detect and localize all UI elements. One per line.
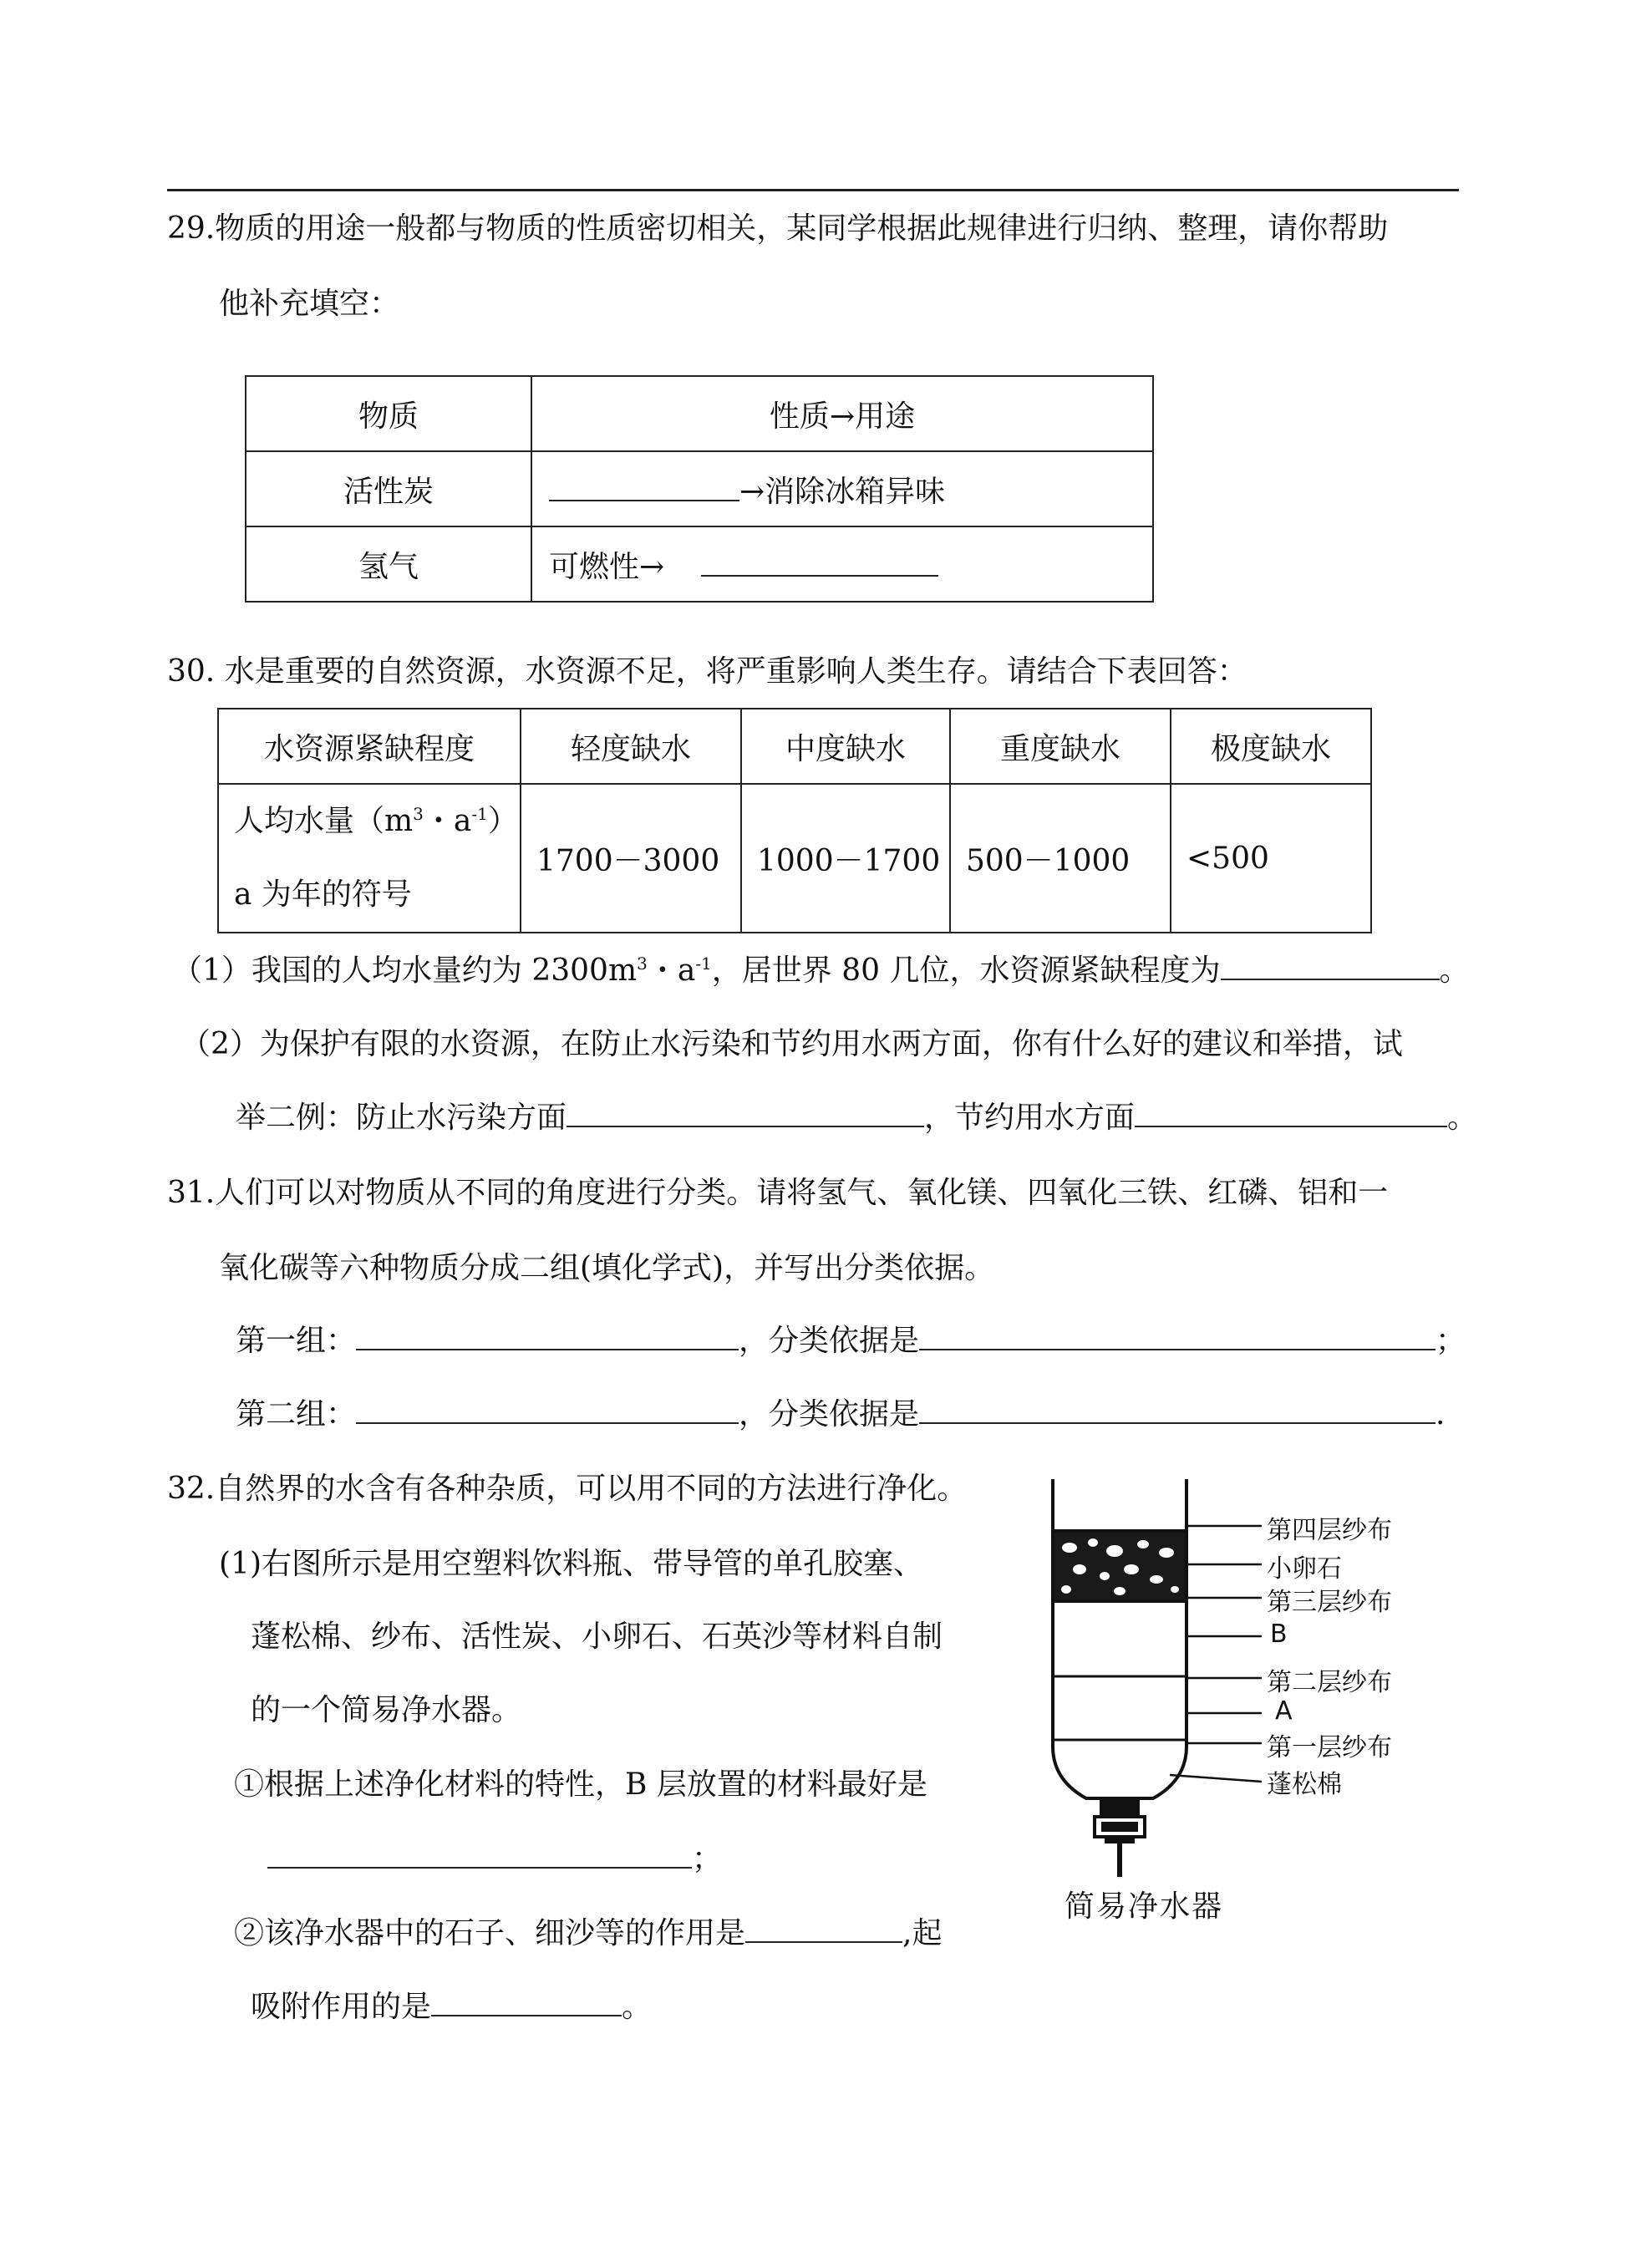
q31-stem-line2: 氧化碳等六种物质分成二组(填化学式)，并写出分类依据。: [219, 1251, 995, 1285]
q29-table: [245, 375, 1154, 603]
q30-row-label-close: ）: [487, 804, 518, 838]
q32-q2-blank-adsorb[interactable]: [431, 1990, 622, 2016]
q32-q2-line2-text: 吸附作用的是: [251, 1990, 432, 2024]
stopper-base: [1105, 1837, 1135, 1843]
q30-value-extreme: <500: [1171, 784, 1371, 933]
q30-header-light: 轻度缺水: [521, 709, 741, 784]
top-rule: [167, 189, 1459, 191]
q30-sub1-text-a: （1）我国的人均水量约为 2300m: [172, 953, 638, 988]
q32-q2: [234, 1915, 942, 1952]
q31-group2-end: .: [1435, 1397, 1446, 1431]
fig-label-layer3-gauze: 第三层纱布: [1267, 1588, 1392, 1617]
q31-group1-basis-label: ，分类依据是: [739, 1324, 920, 1358]
q32-q1-end: ；: [692, 1842, 723, 1876]
q31-stem-line1: 31.人们可以对物质从不同的角度进行分类。请将氢气、氧化镁、四氧化三铁、红磷、铝和一: [167, 1176, 1389, 1210]
q30-sub1-text-b: ・a: [647, 953, 696, 988]
q30-row-label-sup1: 3: [413, 804, 424, 824]
fig-caption: 简易净水器: [1065, 1889, 1224, 1924]
q29-row2-answer-cell: [531, 526, 1153, 602]
q30-header-level: 水资源紧缺程度: [218, 709, 521, 784]
fig-label-cotton: 蓬松棉: [1267, 1770, 1342, 1799]
q30-sub2-blank-pollution[interactable]: [567, 1101, 924, 1127]
q32-q1-answer: [267, 1841, 722, 1878]
q29-row1-blank[interactable]: [549, 475, 739, 501]
q29-row2-blank[interactable]: [701, 550, 938, 577]
q30-row-label-note: a 为年的符号: [234, 877, 412, 912]
q30-row-label-sup2: -1: [471, 804, 488, 824]
q30-sub1-sup2: -1: [695, 953, 712, 974]
q32-q2-line2-end: 。: [622, 1990, 653, 2024]
q32-q1-blank[interactable]: [267, 1842, 692, 1869]
q29-header-substance: 物质: [246, 376, 531, 451]
q30-header-moderate: 中度缺水: [741, 709, 950, 784]
q30-header-extreme: 极度缺水: [1171, 709, 1371, 784]
q30-header-severe: 重度缺水: [950, 709, 1171, 784]
q30-sub1-end: 。: [1439, 953, 1470, 988]
fig-label-layer4-gauze: 第四层纱布: [1267, 1516, 1392, 1545]
q32-stem: 32.自然界的水含有各种杂质，可以用不同的方法进行净化。: [167, 1472, 968, 1506]
q32-q2-text-a: ②该净水器中的石子、细沙等的作用是: [234, 1916, 746, 1950]
bottle-left-wall: [1053, 1479, 1120, 1798]
q31-group1-basis-blank[interactable]: [919, 1324, 1435, 1350]
q30-sub2-end: 。: [1447, 1101, 1478, 1135]
stopper-top: [1100, 1798, 1140, 1817]
q31-group2-basis-blank[interactable]: [919, 1397, 1435, 1424]
water-purifier-diagram: [1028, 1471, 1462, 1939]
q32-q2-line2: [251, 1989, 652, 2026]
q29-stem-line1: 29.物质的用途一般都与物质的性质密切相关，某同学根据此规律进行归纳、整理，请你帮助: [167, 211, 1389, 246]
q30-row-label: [218, 784, 521, 933]
q30-sub2-line1: （2）为保护有限的水资源，在防止水污染和节约用水两方面，你有什么好的建议和举措，试: [180, 1027, 1403, 1061]
q30-value-moderate: 1000－1700: [741, 784, 950, 933]
water-purifier-figure: [1028, 1471, 1462, 1939]
q32-p1-line2: 蓬松棉、纱布、活性炭、小卵石、石英沙等材料自制: [251, 1620, 943, 1654]
q30-table: [217, 708, 1372, 933]
q30-sub2-text-a: 举二例：防止水污染方面: [236, 1101, 567, 1135]
fig-label-A: A: [1275, 1696, 1293, 1726]
q32-q1: ①根据上述净化材料的特性，B 层放置的材料最好是: [234, 1767, 927, 1802]
q30-sub1: [172, 953, 1470, 989]
bottle-right-wall: [1120, 1479, 1186, 1798]
q31-group1-blank[interactable]: [356, 1324, 739, 1350]
q30-value-severe: 500－1000: [950, 784, 1171, 933]
q30-sub1-text-c: ，居世界 80 几位，水资源紧缺程度为: [711, 953, 1221, 988]
q31-group1-end: ；: [1435, 1324, 1466, 1358]
q32-p1-line1: (1)右图所示是用空塑料饮料瓶、带导管的单孔胶塞、: [219, 1547, 923, 1581]
fig-label-layer1-gauze: 第一层纱布: [1267, 1733, 1392, 1762]
q30-sub2-text-b: ，节约用水方面: [924, 1101, 1136, 1135]
q31-group1: [236, 1323, 1466, 1360]
q29-header-property-use: 性质→用途: [531, 376, 1153, 451]
fig-label-layer2-gauze: 第二层纱布: [1267, 1668, 1392, 1697]
q30-sub2-line2: [236, 1100, 1477, 1137]
q31-group2-blank[interactable]: [356, 1397, 739, 1424]
q31-group2-label: 第二组：: [236, 1397, 357, 1431]
q32-q2-blank-role[interactable]: [745, 1916, 902, 1943]
fig-label-pebbles: 小卵石: [1267, 1554, 1342, 1584]
q31-group1-label: 第一组：: [236, 1324, 357, 1358]
q32-q2-text-b: ,起: [902, 1916, 943, 1950]
q30-sub1-sup1: 3: [637, 953, 648, 974]
q29-stem-line2: 他补充填空：: [219, 287, 400, 321]
stopper-band: [1101, 1822, 1138, 1832]
q31-group2: [236, 1396, 1445, 1433]
q29-row1-substance: 活性炭: [246, 451, 531, 526]
q30-value-light: 1700－3000: [521, 784, 741, 933]
q30-sub2-blank-saving[interactable]: [1135, 1101, 1447, 1127]
fig-label-B: B: [1270, 1620, 1288, 1649]
q29-row2-substance: 氢气: [246, 526, 531, 602]
q29-row2-prefix: 可燃性→: [549, 549, 665, 584]
q30-stem: 30. 水是重要的自然资源，水资源不足，将严重影响人类生存。请结合下表回答：: [167, 654, 1247, 689]
q30-row-label-text: 人均水量（m: [234, 804, 414, 838]
q31-group2-basis-label: ，分类依据是: [739, 1397, 920, 1431]
q29-row1-suffix: →消除冰箱异味: [739, 474, 946, 509]
q30-row-label-mid: ・a: [423, 804, 472, 838]
q29-row1-answer-cell: [531, 451, 1153, 526]
q32-p1-line3: 的一个简易净水器。: [251, 1693, 522, 1727]
q30-sub1-blank[interactable]: [1221, 953, 1440, 980]
